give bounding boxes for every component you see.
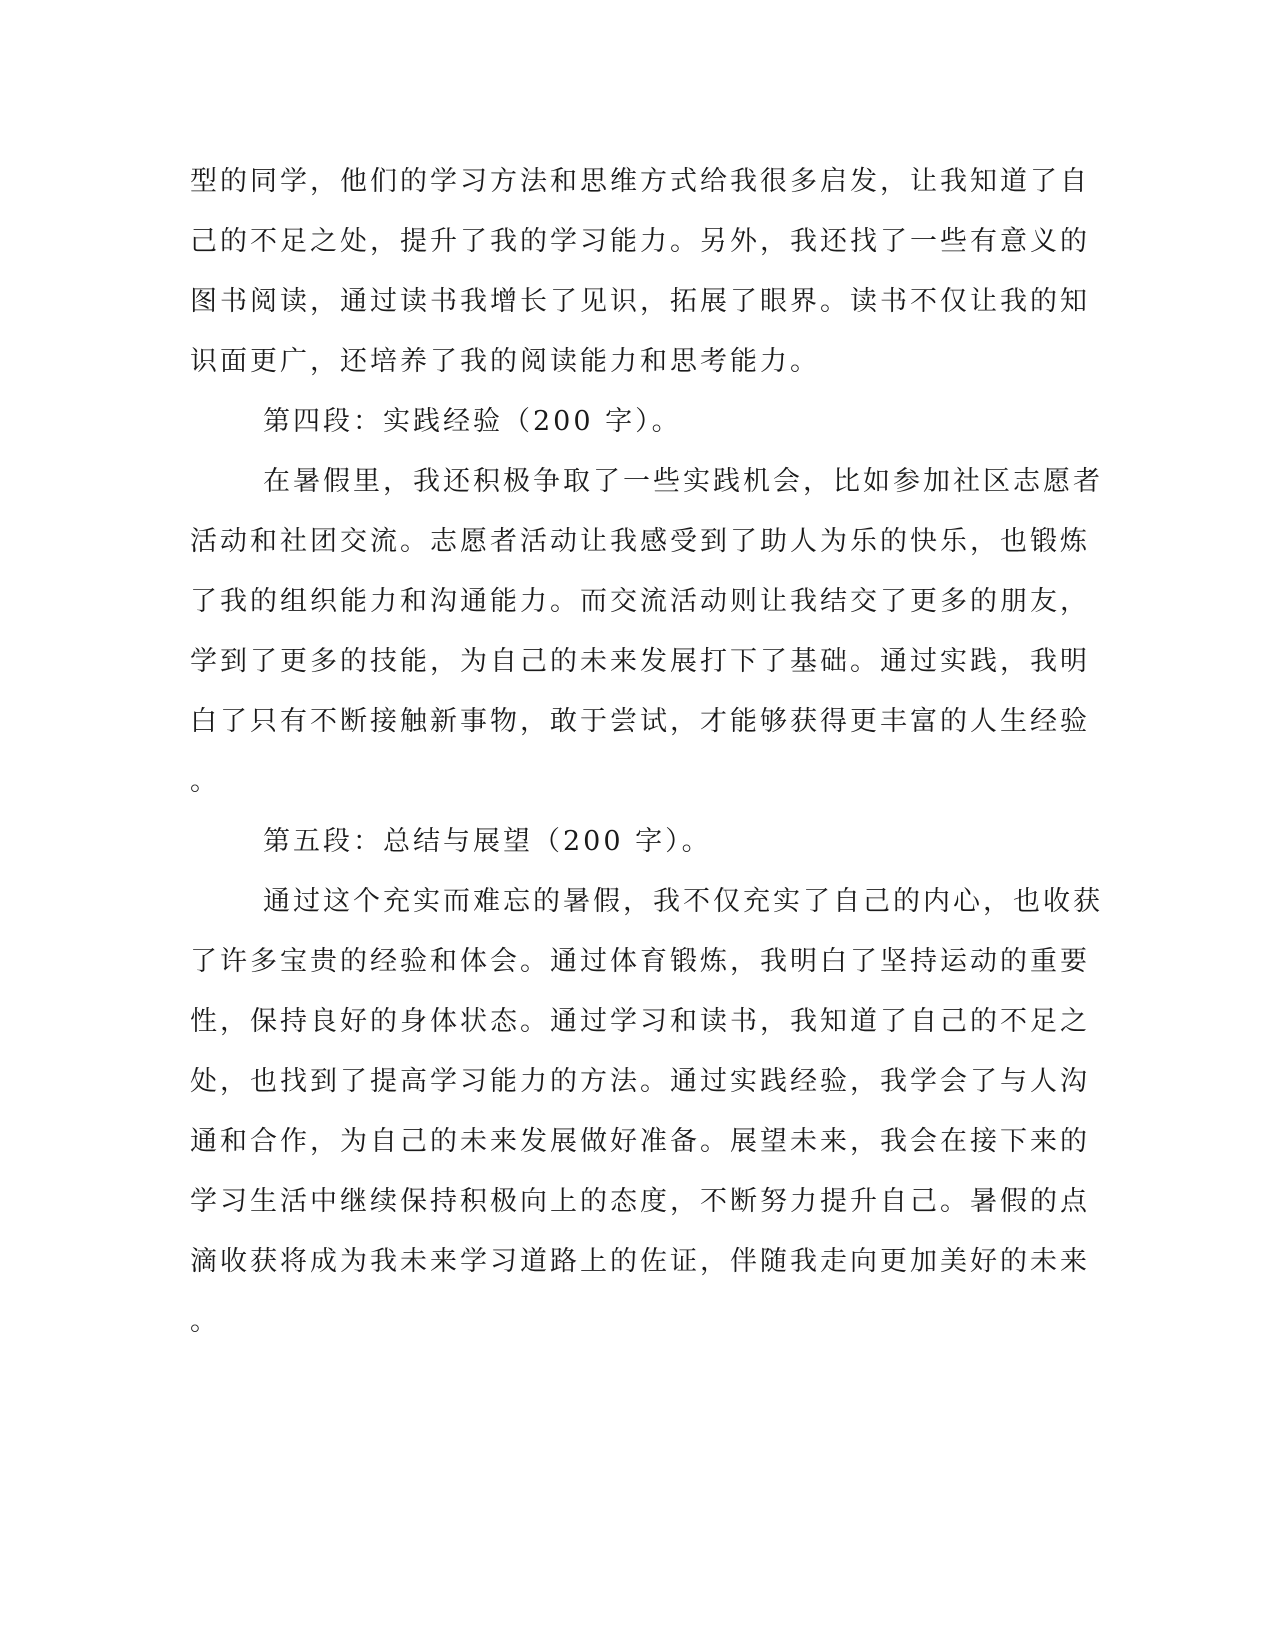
text-line: 滴收获将成为我未来学习道路上的佐证，伴随我走向更加美好的未来 <box>190 1246 1090 1277</box>
section-heading: 第四段：实践经验（200 字）。 <box>263 406 682 437</box>
text-line: 型的同学，他们的学习方法和思维方式给我很多启发，让我知道了自 <box>190 166 1090 197</box>
text-line: 了许多宝贵的经验和体会。通过体育锻炼，我明白了坚持运动的重要 <box>190 946 1090 977</box>
text-line: 图书阅读，通过读书我增长了见识，拓展了眼界。读书不仅让我的知 <box>190 286 1090 317</box>
text-line: 己的不足之处，提升了我的学习能力。另外，我还找了一些有意义的 <box>190 226 1090 257</box>
text-line: 通过这个充实而难忘的暑假，我不仅充实了自己的内心，也收获 <box>263 886 1103 917</box>
text-line: 处，也找到了提高学习能力的方法。通过实践经验，我学会了与人沟 <box>190 1066 1090 1097</box>
text-line: 学习生活中继续保持积极向上的态度，不断努力提升自己。暑假的点 <box>190 1186 1090 1217</box>
text-line: 。 <box>190 766 220 797</box>
text-line: 通和合作，为自己的未来发展做好准备。展望未来，我会在接下来的 <box>190 1126 1090 1157</box>
text-line: 识面更广，还培养了我的阅读能力和思考能力。 <box>190 346 820 377</box>
text-line: 白了只有不断接触新事物，敢于尝试，才能够获得更丰富的人生经验 <box>190 706 1090 737</box>
text-line: 学到了更多的技能，为自己的未来发展打下了基础。通过实践，我明 <box>190 646 1090 677</box>
text-line: 在暑假里，我还积极争取了一些实践机会，比如参加社区志愿者 <box>263 466 1103 497</box>
section-heading: 第五段：总结与展望（200 字）。 <box>263 826 712 857</box>
text-line: 活动和社团交流。志愿者活动让我感受到了助人为乐的快乐，也锻炼 <box>190 526 1090 557</box>
text-line: 性，保持良好的身体状态。通过学习和读书，我知道了自己的不足之 <box>190 1006 1090 1037</box>
text-line: 。 <box>190 1306 220 1337</box>
text-line: 了我的组织能力和沟通能力。而交流活动则让我结交了更多的朋友， <box>190 586 1090 617</box>
body-text <box>190 152 1103 1352</box>
